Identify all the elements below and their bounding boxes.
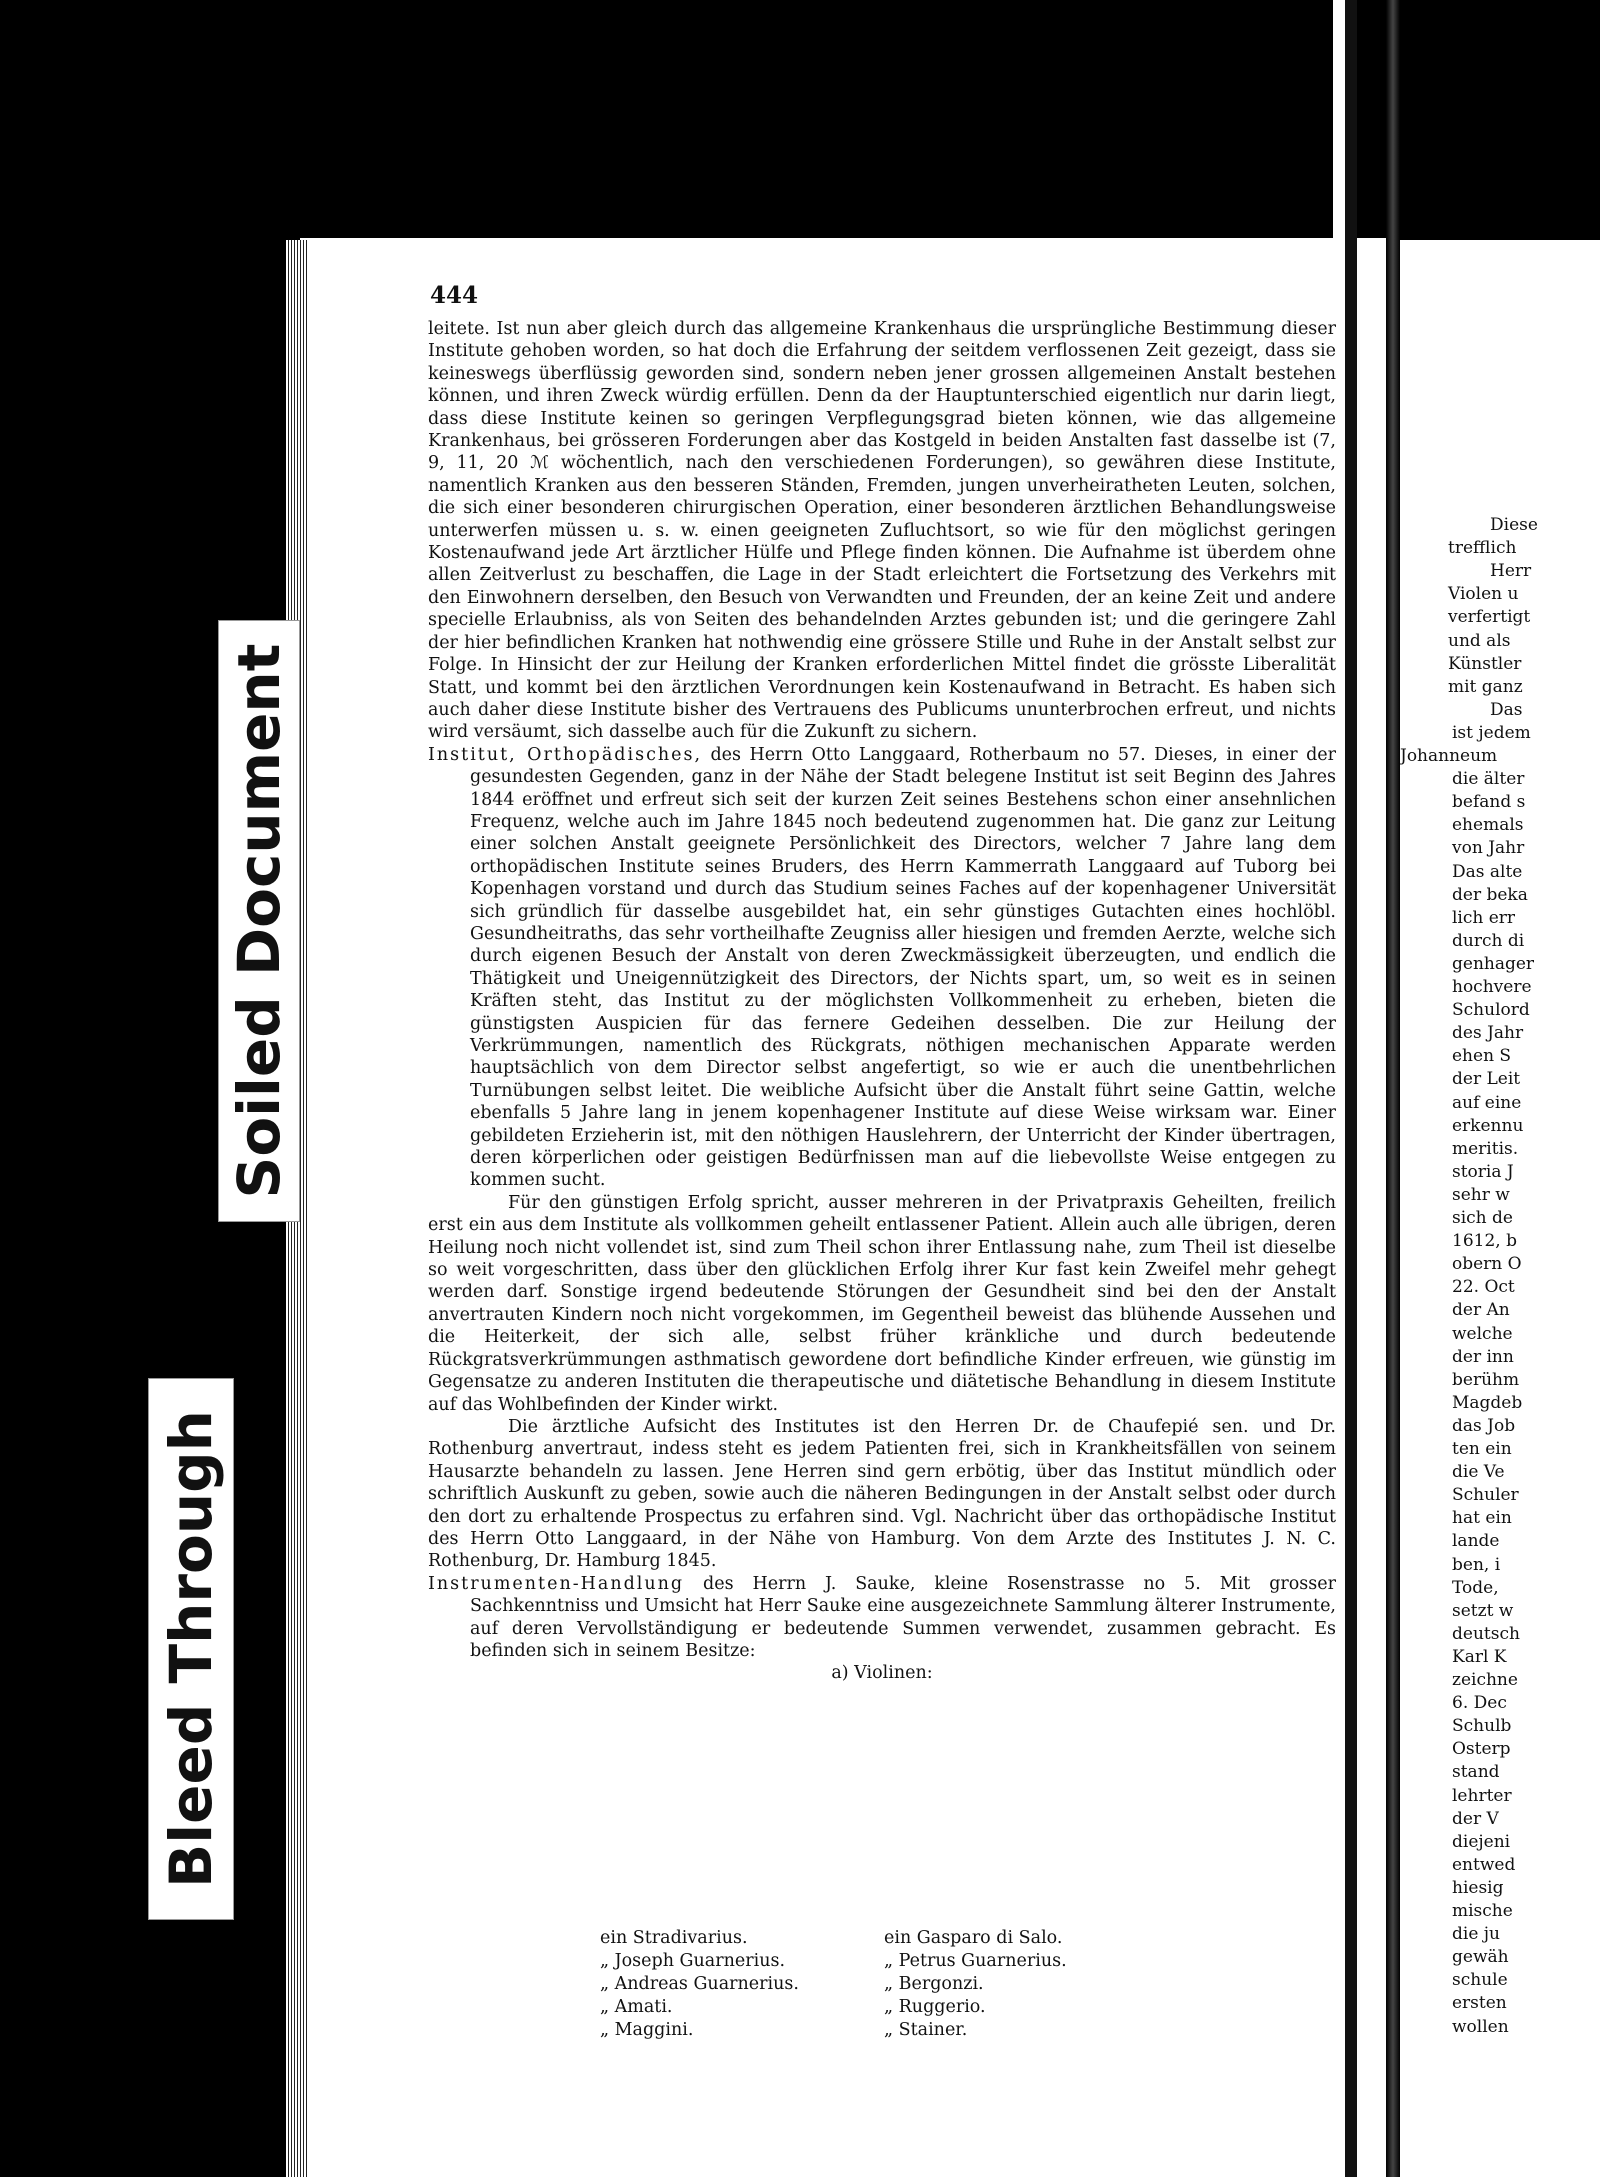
facing-page-line: der Leit <box>1452 1069 1521 1090</box>
facing-page-line: von Jahr <box>1452 838 1525 859</box>
list-item: „ Joseph Guarnerius. <box>600 1951 786 1971</box>
paragraph-success: Für den günstigen Erfolg spricht, ausser mehreren in der Privatpraxis Geheilten, freilich erst ein aus dem Institute als vollkommen geheilt entlassener Patient. Allein auch alle übrigen, deren Heilung noch nicht vollendet ist, sind zum Theil schon ihrer Entlassung nahe, zum Theil ist dieselbe so weit vorgeschritten, dass über den glücklichen Erfolg ihrer Kur fast kein Zweifel mehr gehegt werden darf. Sonstige irgend bedeutende Störungen der Gesundheit sind bei den der Anstalt anvertrauten Kindern noch nicht vorgekommen, im Gegentheil beweist das blühende Aussehen und die Heiterkeit, der sich alle, selbst früher kränkliche und durch bedeutende Rückgratsverkrümmungen asthmatisch gewordene dort befindliche Kinder erfreuen, wie günstig im Gegensatze zu anderen Instituten die therapeutische und diätetische Behandlung in diesem Institute auf das Wohlbefinden der Kinder wirkt. <box>428 1192 1336 1415</box>
violin-list-right <box>884 1927 1067 2042</box>
list-item: ein Stradivarius. <box>600 1928 748 1948</box>
list-item: „ Andreas Guarnerius. <box>600 1974 799 1994</box>
facing-page-line: gewäh <box>1452 1947 1509 1968</box>
list-item: ein Gasparo di Salo. <box>884 1928 1063 1948</box>
facing-page-line: lande <box>1452 1531 1500 1552</box>
list-item: „ Maggini. <box>600 2020 694 2040</box>
facing-page-line: 22. Oct <box>1452 1277 1515 1298</box>
facing-page-line: zeichne <box>1452 1670 1518 1690</box>
facing-page-line: Johanneum <box>1400 746 1498 766</box>
facing-page-line: setzt w <box>1452 1600 1514 1621</box>
facing-page-line: 1612, b <box>1452 1231 1517 1252</box>
facing-page-line: Schulord <box>1452 1000 1530 1021</box>
list-item: „ Amati. <box>600 1997 673 2017</box>
entry-body: des Herrn J. Sauke, kleine Rosenstrasse no 5. Mit grosser Sachkenntniss und Umsicht hat Herr Sauke eine ausgezeichnete Sammlung älterer Instrumente, auf deren Vervollständigung er bedeutende Summen verwendet, zusammen gebracht. Es befinden sich in seinem Besitze: <box>470 1573 1336 1661</box>
facing-page-line: das Job <box>1452 1415 1516 1436</box>
entry-orthopedic-institute <box>428 744 1336 1192</box>
facing-page-line: wollen <box>1452 2016 1509 2037</box>
facing-page-line: storia J <box>1452 1161 1514 1182</box>
facing-page-line: die ju <box>1452 1924 1501 1945</box>
entry-heading: Instrumenten-Handlung <box>428 1573 685 1594</box>
list-item: „ Ruggerio. <box>884 1997 986 2017</box>
facing-page-line: lich err <box>1452 907 1516 928</box>
paragraph-supervision: Die ärztliche Aufsicht des Institutes ist den Herren Dr. de Chaufepié sen. und Dr. Rothenburg anvertraut, indess steht es jedem Patienten frei, sich in Krankheitsfällen von seinem Hausarzte behandeln zu lassen. Jene Herren sind gern erbötig, über das Institut mündlich oder schriftlich Auskunft zu geben, sowie auch die näheren Bedingungen in der Anstalt selbst oder durch den dort zu erhaltende Prospectus zu erfahren sind. Vgl. Nachricht über das orthopädische Institut des Herrn Otto Langgaard, in der Nähe von Hamburg. Von dem Arzte des Institutes J. N. C. Rothenburg, Dr. Hamburg 1845. <box>428 1416 1336 1572</box>
page-number: 444 <box>430 282 479 309</box>
facing-page-line: deutsch <box>1452 1623 1520 1644</box>
facing-page-line: Herr <box>1490 561 1532 582</box>
facing-page-line: Schuler <box>1452 1485 1519 1506</box>
facing-page-line: die älter <box>1452 769 1525 790</box>
facing-page-line: der V <box>1452 1808 1499 1829</box>
facing-page-line: meritis. <box>1452 1138 1519 1159</box>
facing-page-line: Künstler <box>1448 653 1522 674</box>
bleed-through-label: Bleed Through <box>148 1378 234 1920</box>
facing-page-line: Das alte <box>1452 861 1523 882</box>
facing-page-line: trefflich <box>1448 538 1517 559</box>
facing-page-line: berühm <box>1452 1369 1520 1390</box>
sub-heading-violins: a) Violinen: <box>831 1663 933 1684</box>
facing-page-line: ist jedem <box>1452 722 1531 743</box>
facing-page-line: ehemals <box>1452 815 1524 836</box>
facing-page-line: hochvere <box>1452 977 1532 997</box>
book-spine <box>1345 0 1357 2177</box>
list-item: „ Bergonzi. <box>884 1974 984 1994</box>
facing-page-line: hiesig <box>1452 1877 1504 1898</box>
facing-page-line: ehen S <box>1452 1046 1512 1067</box>
facing-page-line: erkennu <box>1452 1115 1524 1136</box>
facing-page-line: die Ve <box>1452 1462 1505 1483</box>
list-item: „ Petrus Guarnerius. <box>884 1951 1067 1971</box>
body-text <box>428 318 1336 1685</box>
facing-page-line: welche <box>1452 1323 1513 1344</box>
facing-page-line: lehrter <box>1452 1785 1512 1806</box>
soiled-document-label: Soiled Document <box>218 620 300 1222</box>
paragraph-hospital-continued: leitete. Ist nun aber gleich durch das allgemeine Krankenhaus die ursprüngliche Bestimmung dieser Institute gehoben worden, so hat doch die Erfahrung der seitdem verflossenen Zeit gezeigt, dass sie keineswegs überflüssig geworden sind, sondern neben jener grossen allgemeinen Anstalt bestehen können, und ihren Zweck würdig erfüllen. Denn da der Hauptunterschied eigentlich nur darin liegt, dass diese Institute keinen so geringen Verpflegungsgrad bieten können, wie das allgemeine Krankenhaus, bei grösseren Forderungen aber das Kostgeld in beiden Anstalten fast dasselbe ist (7, 9, 11, 20 ℳ wöchentlich, nach den verschiedenen Forderungen), so gewähren diese Institute, namentlich Kranken aus den besseren Ständen, Fremden, jungen unverheiratheten Leuten, solchen, die sich einer besonderen chirurgischen Operation, einer besonderen ärztlichen Behandlungsweise unterwerfen müssen u. s. w. einen geeigneten Zufluchtsort, so wie für den möglichst geringen Kostenaufwand jede Art ärztlicher Hülfe und Pflege finden können. Die Aufnahme ist überdem ohne allen Zeitverlust zu beschaffen, die Lage in der Stadt erleichtert die Fortsetzung des Verkehrs mit den Einwohnern derselben, den Besuch von Verwandten und Freunden, der an keine Zeit und andere specielle Erlaubniss, als von Seiten des behandelnden Arztes gebunden ist; und die geringere Zahl der hier befindlichen Kranken hat nothwendig eine grössere Stille und Ruhe in der Anstalt selbst zur Folge. In Hinsicht der zur Heilung der Kranken erforderlichen Mittel findet die grösste Liberalität Statt, und kommt bei den ärztlichen Verordnungen kein Kostenaufwand in Betracht. Es haben sich auch daher diese Institute bisher des Vertrauens des Publicums ununterbrochen erfreut, und nichts wird versäumt, sich dasselbe auch für die Zukunft zu sichern. <box>428 319 1336 743</box>
facing-page-line: mische <box>1452 1901 1513 1921</box>
facing-page-line: genhager <box>1452 953 1535 974</box>
facing-page-line: ersten <box>1452 1993 1507 2014</box>
facing-page-line: diejeni <box>1452 1831 1511 1852</box>
facing-page-line: verfertigt <box>1448 607 1531 628</box>
facing-page-line: der beka <box>1452 884 1528 905</box>
facing-page-line: Violen u <box>1448 584 1519 605</box>
facing-page-line: entwed <box>1452 1854 1516 1875</box>
facing-page-line: des Jahr <box>1452 1023 1524 1044</box>
facing-page-line: sich de <box>1452 1208 1513 1228</box>
violin-list-left <box>600 1927 799 2042</box>
facing-page-line: 6. Dec <box>1452 1693 1507 1714</box>
entry-instrument-shop <box>428 1573 1336 1663</box>
facing-page-line: sehr w <box>1452 1184 1510 1205</box>
facing-page-line: Osterp <box>1452 1739 1511 1760</box>
facing-page-line: Tode, <box>1452 1577 1499 1598</box>
facing-page-line: hat ein <box>1452 1508 1512 1529</box>
facing-page-line: ten ein <box>1452 1439 1512 1459</box>
facing-page-line: befand s <box>1452 792 1526 813</box>
facing-page-line: durch di <box>1452 930 1525 951</box>
facing-page-line: mit ganz <box>1448 676 1523 697</box>
facing-page-line: schule <box>1452 1970 1508 1991</box>
facing-page-line: ben, i <box>1452 1554 1501 1575</box>
facing-page-line: Magdeb <box>1452 1392 1523 1413</box>
page-gutter <box>1386 0 1400 2177</box>
facing-page-line: Das <box>1490 699 1523 720</box>
facing-page-line: Diese <box>1490 515 1538 535</box>
facing-page-line: obern O <box>1452 1254 1522 1275</box>
facing-page-line: auf eine <box>1452 1092 1522 1113</box>
entry-heading: Institut, Orthopädisches, <box>428 744 703 765</box>
list-item: „ Stainer. <box>884 2020 968 2040</box>
entry-body: des Herrn Otto Langgaard, Rotherbaum no 57. Dieses, in einer der gesundesten Gegenden, ganz in der Nähe der Stadt belegene Institut ist seit Beginn des Jahres 1844 eröffnet und erfreut sich seit der kurzen Zeit seines Bestehens schon einer ansehnlichen Frequenz, welche auch im Jahre 1845 noch bedeutend zugenommen hat. Die ganz zur Leitung einer solchen Anstalt geeignete Persönlichkeit des Directors, welcher 7 Jahre lang dem orthopädischen Institute seines Bruders, des Herrn Kammerrath Langgaard auf Tuborg bei Kopenhagen vorstand und durch das Studium seines Faches auf der kopenhagener Universität sich gründlich für dasselbe ausgebildet hat, ein sehr günstiges Gutachten eines hochlöbl. Gesundheitraths, das sehr vortheilhafte Zeugniss aller hiesigen und fremden Aerzte, welche sich durch eigenen Besuch der Anstalt von deren Zweckmässigkeit überzeugten, und endlich die Thätigkeit und Uneigennützigkeit des Directors, der Nichts spart, um, so weit es in seinen Kräften steht, das Institut zu der möglichsten Vollkommenheit zu erheben, bieten die günstigsten Auspicien für das fernere Gedeihen desselben. Die zur Heilung der Verkrümmungen, namentlich des Rückgrats, nöthigen mechanischen Apparate werden hauptsächlich von dem Director selbst angefertigt, so wie er auch die unentbehrlichen Turnübungen selbst leitet. Die weibliche Aufsicht über die Anstalt führt seine Gattin, welche ebenfalls 5 Jahre lang in jenem kopenhagener Institute auf diese Weise wirksam war. Einer gebildeten Erzieherin ist, mit den nöthigen Hauslehrern, der Unterricht der Kinder übertragen, deren körperlichen oder geistigen Bedürfnissen man auf die liebevollste Weise entgegen zu kommen sucht. <box>470 744 1336 1191</box>
facing-page-line: Schulb <box>1452 1716 1512 1737</box>
facing-page <box>1400 240 1600 2177</box>
facing-page-line: stand <box>1452 1762 1500 1783</box>
facing-page-line: der inn <box>1452 1346 1514 1367</box>
facing-page-line: Karl K <box>1452 1646 1507 1667</box>
facing-page-line: und als <box>1448 630 1511 651</box>
facing-page-line: der An <box>1452 1300 1510 1321</box>
